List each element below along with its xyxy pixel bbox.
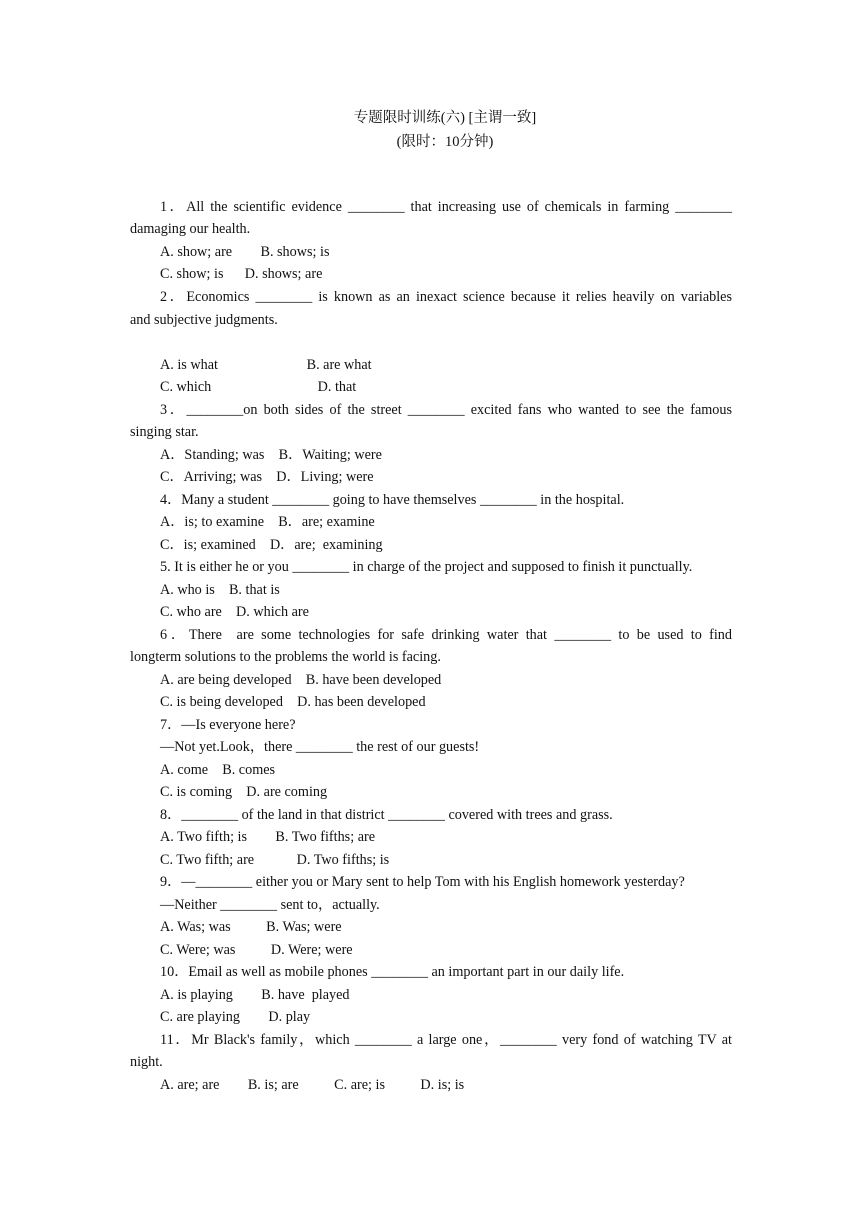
question-4-options-ab: A．is; to examine B．are; examine xyxy=(160,514,375,530)
question-7-options-cd: C. is coming D. are coming xyxy=(160,784,328,800)
question-2-options-ab: A. is what B. are what xyxy=(160,357,372,373)
question-8-stem: 8．________ of the land in that district ________ covered with trees and grass. xyxy=(160,807,613,823)
question-1-line-2: damaging our health. xyxy=(130,221,251,237)
question-10-stem: 10．Email as well as mobile phones ________ an important part in our daily life. xyxy=(160,964,625,980)
question-11-line-1: 11．Mr Black's family，which ________ a large one，________ very fond of watching TV at xyxy=(160,1032,732,1048)
question-1-options-cd: C. show; is D. shows; are xyxy=(160,266,323,282)
question-6-options-ab: A. are being developed B. have been developed xyxy=(160,672,442,688)
question-1-options-ab: A. show; are B. shows; is xyxy=(160,244,330,260)
question-8-options-cd: C. Two fifth; are D. Two fifths; is xyxy=(160,852,390,868)
question-11-options: A. are; are B. is; are C. are; is D. is; is xyxy=(160,1077,465,1093)
question-6-line-2: longterm solutions to the problems the world is facing. xyxy=(130,649,441,665)
question-11-line-2: night. xyxy=(130,1054,163,1070)
question-10-options-cd: C. are playing D. play xyxy=(160,1009,311,1025)
question-9-stem: 9．—________ either you or Mary sent to help Tom with his English homework yesterday? xyxy=(160,874,685,890)
page-title: 专题限时训练(六) [主谓一致] xyxy=(353,110,537,126)
question-8-options-ab: A. Two fifth; is B. Two fifths; are xyxy=(160,829,376,845)
question-2-line-1: 2．Economics ________ is known as an inexact science because it relies heavily on variables xyxy=(160,289,732,305)
question-5-stem: 5. It is either he or you ________ in charge of the project and supposed to finish it punctually. xyxy=(160,559,693,575)
question-9-dialogue: —Neither ________ sent to，actually. xyxy=(160,897,380,913)
question-1-line-1: 1．All the scientific evidence ________ that increasing use of chemicals in farming ________ xyxy=(160,199,732,215)
question-3-options-cd: C．Arriving; was D．Living; were xyxy=(160,469,374,485)
question-3-line-1: 3．________on both sides of the street ________ excited fans who wanted to see the famous xyxy=(160,402,732,418)
question-7-dialogue: —Not yet.Look，there ________ the rest of our guests! xyxy=(160,739,480,755)
question-3-options-ab: A．Standing; was B．Waiting; were xyxy=(160,447,382,463)
question-5-options-cd: C. who are D. which are xyxy=(160,604,309,620)
question-2-line-2: and subjective judgments. xyxy=(130,312,278,328)
question-7-stem: 7．—Is everyone here? xyxy=(160,717,296,733)
question-10-options-ab: A. is playing B. have played xyxy=(160,987,350,1003)
question-4-stem: 4．Many a student ________ going to have themselves ________ in the hospital. xyxy=(160,492,625,508)
question-6-options-cd: C. is being developed D. has been developed xyxy=(160,694,426,710)
question-7-options-ab: A. come B. comes xyxy=(160,762,276,778)
question-9-options-cd: C. Were; was D. Were; were xyxy=(160,942,353,958)
question-9-options-ab: A. Was; was B. Was; were xyxy=(160,919,342,935)
question-2-options-cd: C. which D. that xyxy=(160,379,357,395)
question-5-options-ab: A. who is B. that is xyxy=(160,582,280,598)
question-6-line-1: 6．There are some technologies for safe drinking water that ________ to be used to find xyxy=(160,627,732,643)
question-4-options-cd: C．is; examined D．are; examining xyxy=(160,537,383,553)
question-3-line-2: singing star. xyxy=(130,424,199,440)
page-subtitle: (限时：10分钟) xyxy=(396,134,494,150)
